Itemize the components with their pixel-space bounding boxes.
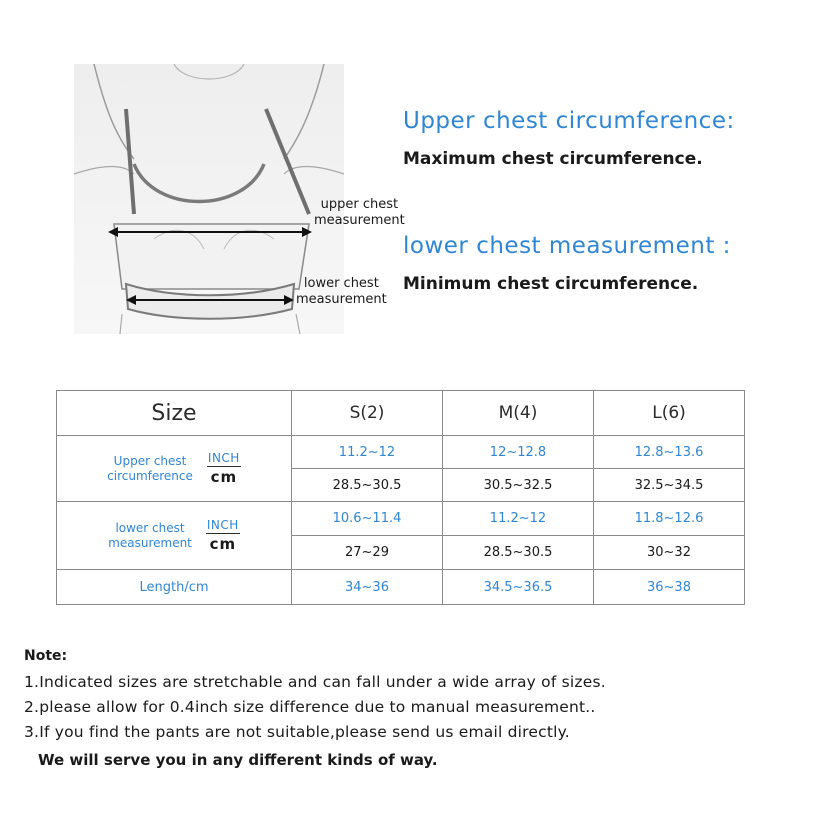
upper-inch-row [57,436,745,469]
notes-closing: We will serve you in any different kinds of way. [38,751,438,769]
lower-chest-title: lower chest measurement : [403,233,731,259]
lower-inch-m: 11.2~12 [443,502,594,536]
upper-chest-desc: Maximum chest circumference. [403,149,703,169]
upper-row-label-cell [57,436,292,502]
lower-unit-cm: cm [209,535,237,553]
table-header-row [57,391,745,436]
header-size: Size [57,391,292,436]
upper-cm-s: 28.5~30.5 [292,469,443,502]
header-m: M(4) [443,391,594,436]
upper-measure-label-line1: upper chest [320,197,399,212]
lower-measure-label-line2: measurement [296,292,387,307]
lower-inch-s: 10.6~11.4 [292,502,443,536]
lower-row-label-line2: measurement [108,535,192,550]
upper-inch-m: 12~12.8 [443,436,594,469]
lower-unit [206,518,240,553]
length-l: 36~38 [594,570,745,605]
lower-cm-m: 28.5~30.5 [443,536,594,570]
upper-unit [207,451,241,486]
length-s: 34~36 [292,570,443,605]
lower-row-label [108,521,192,551]
lower-unit-inch: INCH [206,518,239,532]
lower-cm-l: 30~32 [594,536,745,570]
length-label: Length/cm [57,570,292,605]
upper-row-label-line1: Upper chest [113,453,187,468]
upper-row-label [107,454,193,484]
lower-inch-l: 11.8~12.6 [594,502,745,536]
note-line-3: 3.If you find the pants are not suitable,please send us email directly. [24,723,570,741]
notes-section [24,648,804,769]
upper-cm-l: 32.5~34.5 [594,469,745,502]
upper-measure-label [314,197,405,229]
upper-inch-l: 12.8~13.6 [594,436,745,469]
lower-measure-label [296,276,387,308]
size-chart-table [56,390,745,605]
upper-row-label-line2: circumference [107,468,193,483]
lower-row-label-line1: lower chest [115,520,185,535]
lower-inch-row [57,502,745,536]
upper-inch-s: 11.2~12 [292,436,443,469]
upper-chest-title: Upper chest circumference: [403,108,735,134]
lower-chest-desc: Minimum chest circumference. [403,274,699,294]
lower-cm-s: 27~29 [292,536,443,570]
lower-measure-label-line1: lower chest [303,276,379,291]
note-line-2: 2.please allow for 0.4inch size difference due to manual measurement.. [24,698,596,716]
upper-measure-label-line2: measurement [314,213,405,228]
header-s: S(2) [292,391,443,436]
notes-title: Note: [24,648,68,664]
upper-cm-m: 30.5~32.5 [443,469,594,502]
upper-unit-inch: INCH [207,451,240,465]
lower-row-label-cell [57,502,292,570]
length-m: 34.5~36.5 [443,570,594,605]
length-row [57,570,745,605]
upper-unit-cm: cm [210,468,238,486]
note-line-1: 1.Indicated sizes are stretchable and can fall under a wide array of sizes. [24,673,606,691]
header-l: L(6) [594,391,745,436]
